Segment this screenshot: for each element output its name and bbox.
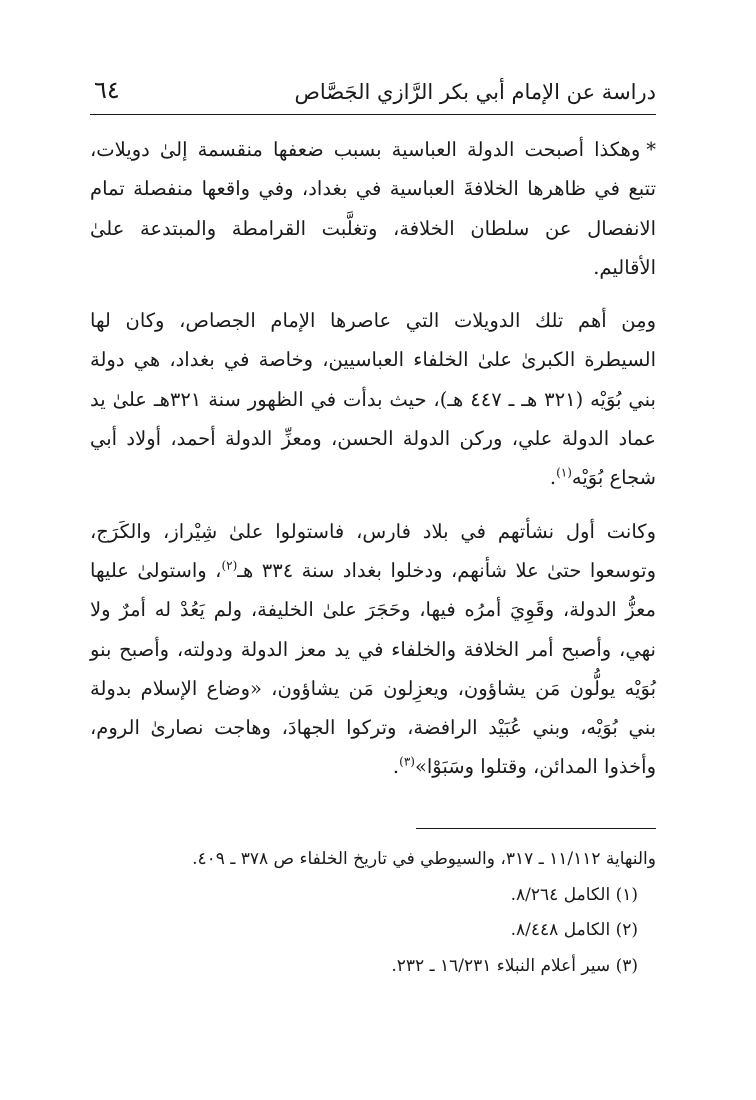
- footnote-3: (٣) سير أعلام النبلاء ١٦/٢٣١ ـ ٢٣٢.: [391, 955, 638, 976]
- paragraph-2-tail: .: [549, 466, 557, 490]
- paragraph-3-line-3: معزُّ الدولة، وقَوِيَ أمرُه فيها، وحَجَرَ علىٰ الخليفة، ولم يَعُدْ له أمرٌ ولا: [90, 598, 656, 622]
- body-text: [90, 130, 656, 801]
- paragraph-3-line-2a: وتوسعوا حتىٰ علا شأنهم، ودخلوا بغداد سنة ٣٣٤ هـ: [237, 558, 656, 582]
- paragraph-3-line-2b: ، واستولىٰ عليها: [90, 558, 222, 582]
- paragraph-3-line-7: وأخذوا المدائن، وقتلوا وسَبَوْا»: [414, 755, 656, 779]
- footnote-separator-rule: [416, 828, 656, 829]
- paragraph-3-line-4: نهي، وأصبح أمر الخلافة والخلفاء في يد معز الدولة ودولته، وأصبح بنو: [90, 637, 656, 661]
- paragraph-2-line-1: ومِن أهم تلك الدويلات التي عاصرها الإمام الجصاص، وكان لها: [90, 309, 656, 333]
- paragraph-2-line-2: السيطرة الكبرىٰ علىٰ الخلفاء العباسيين، وخاصة في بغداد، هي دولة بني: [90, 348, 656, 411]
- paragraph-2: [90, 301, 656, 497]
- running-header-title: دراسة عن الإمام أبي بكر الرَّازي الجَصَّاص: [294, 80, 656, 104]
- footnote-ref-1[interactable]: (١): [556, 465, 572, 480]
- page-number: ٦٤: [94, 76, 120, 104]
- paragraph-3-line-6: بُوَيْه، وبني عُبَيْد الرافضة، وتركوا الجهادَ، وهاجت نصارىٰ الروم،: [90, 716, 618, 740]
- paragraph-1-line-4: الأقاليم.: [593, 255, 656, 279]
- footnote-ref-3[interactable]: (٣): [399, 754, 415, 769]
- paragraph-1: [90, 130, 656, 287]
- running-header: [90, 74, 656, 110]
- paragraph-2-line-5: شجاع بُوَيْه: [571, 466, 656, 490]
- footnote-2: (٢) الكامل ٨/٤٤٨.: [510, 920, 638, 940]
- footnote-ref-2[interactable]: (٢): [221, 558, 238, 573]
- paragraph-3-line-5: بُوَيْه يولُّون مَن يشاؤون، ويعزِلون مَن يشاؤون، «وضاع الإسلام بدولة بني: [90, 676, 657, 740]
- footnotes-area: [90, 842, 656, 984]
- paragraph-3: [90, 512, 656, 787]
- paragraph-2-line-3: بُوَيْه (٣٢١ هـ ـ ٤٤٧ هـ)، حيث بدأت في الظهور سنة ٣٢١هـ علىٰ يد: [90, 387, 622, 411]
- header-rule: [90, 114, 656, 115]
- footnote-continuation: والنهاية ١١/١١٢ ـ ٣١٧، والسيوطي في تاريخ الخلفاء ص ٣٧٨ ـ ٤٠٩.: [192, 849, 656, 869]
- paragraph-1-line-3: تمام الانفصال عن سلطان الخلافة، وتغلَّبت القرامطة والمبتدعة علىٰ: [90, 177, 656, 240]
- paragraph-3-line-1: وكانت أول نشأتهم في بلاد فارس، فاستولوا علىٰ شِيْراز، والكَرَج،: [90, 519, 656, 543]
- footnote-1: (١) الكامل ٨/٢٦٤.: [510, 884, 638, 905]
- paragraph-3-tail: .: [392, 755, 400, 779]
- paragraph-1-line-1: وهكذا أصبحت الدولة العباسية بسبب ضعفها منقسمة إلىٰ: [159, 138, 641, 161]
- asterisk-bullet-icon: *: [646, 138, 656, 161]
- paragraph-2-line-4: عماد الدولة علي، وركن الدولة الحسن، ومعزِّ الدولة أحمد، أولاد أبي: [90, 427, 656, 451]
- paragraph-1-line-2: دويلات، تتبع في ظاهرها الخلافةَ العباسية في بغداد، وفي واقعها منفصلة: [90, 138, 656, 201]
